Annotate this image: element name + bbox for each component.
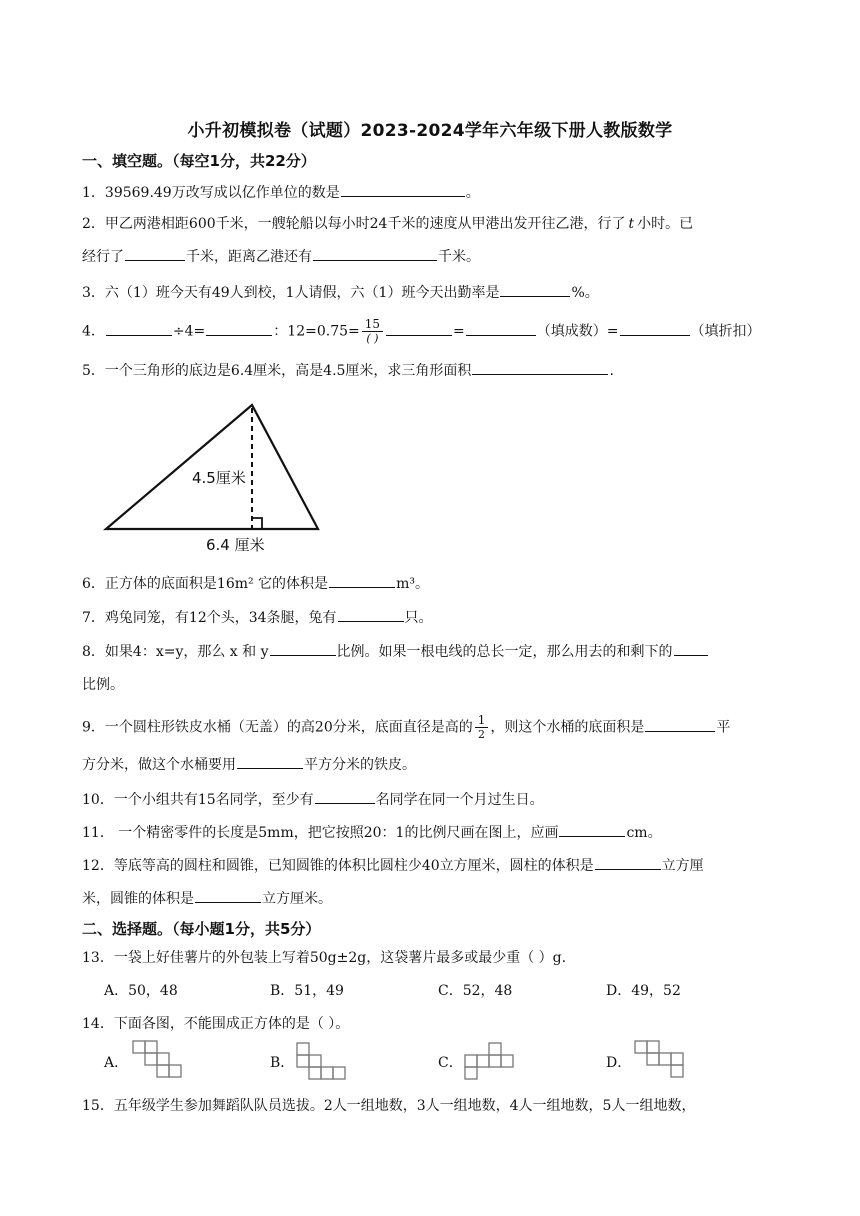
question-6: 6．正方体的底面积是16m² 它的体积是 m³。 — [82, 573, 782, 594]
question-2-continued: 经行了 千米，距离乙港还有 千米。 — [82, 246, 782, 267]
answer-blank[interactable] — [270, 641, 336, 656]
cube-net-c — [464, 1042, 524, 1082]
option-c[interactable]: C．52，48 — [438, 983, 513, 999]
option-a[interactable]: A． — [104, 1055, 129, 1071]
answer-blank[interactable] — [559, 822, 625, 837]
cube-net-d — [634, 1040, 694, 1080]
option-d[interactable]: D．49，52 — [606, 983, 681, 999]
question-4: 4． ÷4= ：12=0.75= $\frac{15}{( )}$ = （填成数）= （填折扣） — [82, 317, 761, 345]
answer-blank[interactable] — [645, 717, 715, 732]
answer-blank[interactable] — [329, 573, 395, 588]
answer-blank[interactable] — [466, 321, 536, 336]
section-heading-multiple-choice: 二、选择题。（每小题1分，共5分） — [82, 920, 321, 938]
triangle-figure — [98, 396, 338, 556]
answer-blank[interactable] — [206, 321, 272, 336]
triangle-outline — [106, 405, 318, 529]
answer-blank[interactable] — [674, 641, 708, 656]
height-label: 4.5厘米 — [192, 469, 246, 487]
fraction-one-half: $\frac{1}{2}$ — [475, 714, 489, 741]
answer-blank[interactable] — [620, 321, 690, 336]
option-a[interactable]: A．50，48 — [104, 983, 178, 999]
answer-blank[interactable] — [106, 321, 172, 336]
answer-blank[interactable] — [472, 360, 608, 375]
question-9: 9．一个圆柱形铁皮水桶（无盖）的高20分米，底面直径是高的 $\frac{1}{2}$ ，则这个水桶的底面积是 平 — [82, 713, 731, 741]
fraction: $\frac{15}{( )}$ — [362, 318, 383, 345]
answer-blank[interactable] — [341, 182, 465, 197]
question-5: 5．一个三角形的底边是6.4厘米，高是4.5厘米，求三角形面积 . — [82, 360, 782, 381]
cube-net-b — [296, 1042, 356, 1082]
question-2: 2．甲乙两港相距600千米，一艘轮船以每小时24千米的速度从甲港出发开往乙港，行了 t 小时。已 — [82, 216, 694, 232]
question-3: 3．六（1）班今天有49人到校，1人请假，六（1）班今天出勤率是 %。 — [82, 282, 782, 303]
answer-blank[interactable] — [313, 246, 437, 261]
question-10: 10．一个小组共有15名同学，至少有 名同学在同一个月过生日。 — [82, 789, 782, 810]
question-15: 15．五年级学生参加舞蹈队队员选拔。2人一组地数，3人一组地数，4人一组地数，5人一组地数， — [82, 1098, 696, 1114]
option-c[interactable]: C． — [438, 1055, 463, 1071]
question-12: 12．等底等高的圆柱和圆锥，已知圆锥的体积比圆柱少40立方厘米，圆柱的体积是 立方厘 — [82, 855, 782, 876]
answer-blank[interactable] — [195, 888, 261, 903]
cube-net-a — [132, 1040, 192, 1080]
page-title: 小升初模拟卷（试题）2023-2024学年六年级下册人教版数学 — [187, 121, 673, 141]
answer-blank[interactable] — [386, 321, 452, 336]
answer-blank[interactable] — [315, 789, 375, 804]
answer-blank[interactable] — [595, 855, 661, 870]
question-1: 1．39569.49万改写成以亿作单位的数是 。 — [82, 182, 782, 203]
answer-blank[interactable] — [125, 246, 185, 261]
question-8-continued: 比例。 — [82, 677, 124, 693]
answer-blank[interactable] — [500, 282, 570, 297]
right-angle-mark — [252, 518, 262, 529]
question-13: 13．一袋上好佳薯片的外包装上写着50g±2g，这袋薯片最多或最少重（ ）g. — [82, 950, 567, 966]
answer-blank[interactable] — [237, 754, 303, 769]
question-12-continued: 米，圆锥的体积是 立方厘米。 — [82, 888, 782, 909]
option-d[interactable]: D． — [606, 1055, 632, 1071]
question-7: 7．鸡兔同笼，有12个头，34条腿，兔有 只。 — [82, 607, 782, 628]
base-label: 6.4 厘米 — [206, 536, 265, 554]
answer-blank[interactable] — [338, 607, 404, 622]
option-b[interactable]: B． — [270, 1055, 295, 1071]
section-heading-fill-in: 一、填空题。（每空1分，共22分） — [82, 152, 316, 170]
question-9-continued: 方分米，做这个水桶要用 平方分米的铁皮。 — [82, 754, 782, 775]
question-11: 11． 一个精密零件的长度是5mm，把它按照20：1的比例尺画在图上，应画 cm。 — [82, 822, 782, 843]
question-8: 8．如果4：x=y，那么 x 和 y 比例。如果一根电线的总长一定，那么用去的和剩下的 — [82, 641, 782, 662]
question-14: 14．下面各图，不能围成正方体的是（ ）。 — [82, 1016, 350, 1032]
option-b[interactable]: B．51，49 — [270, 983, 344, 999]
